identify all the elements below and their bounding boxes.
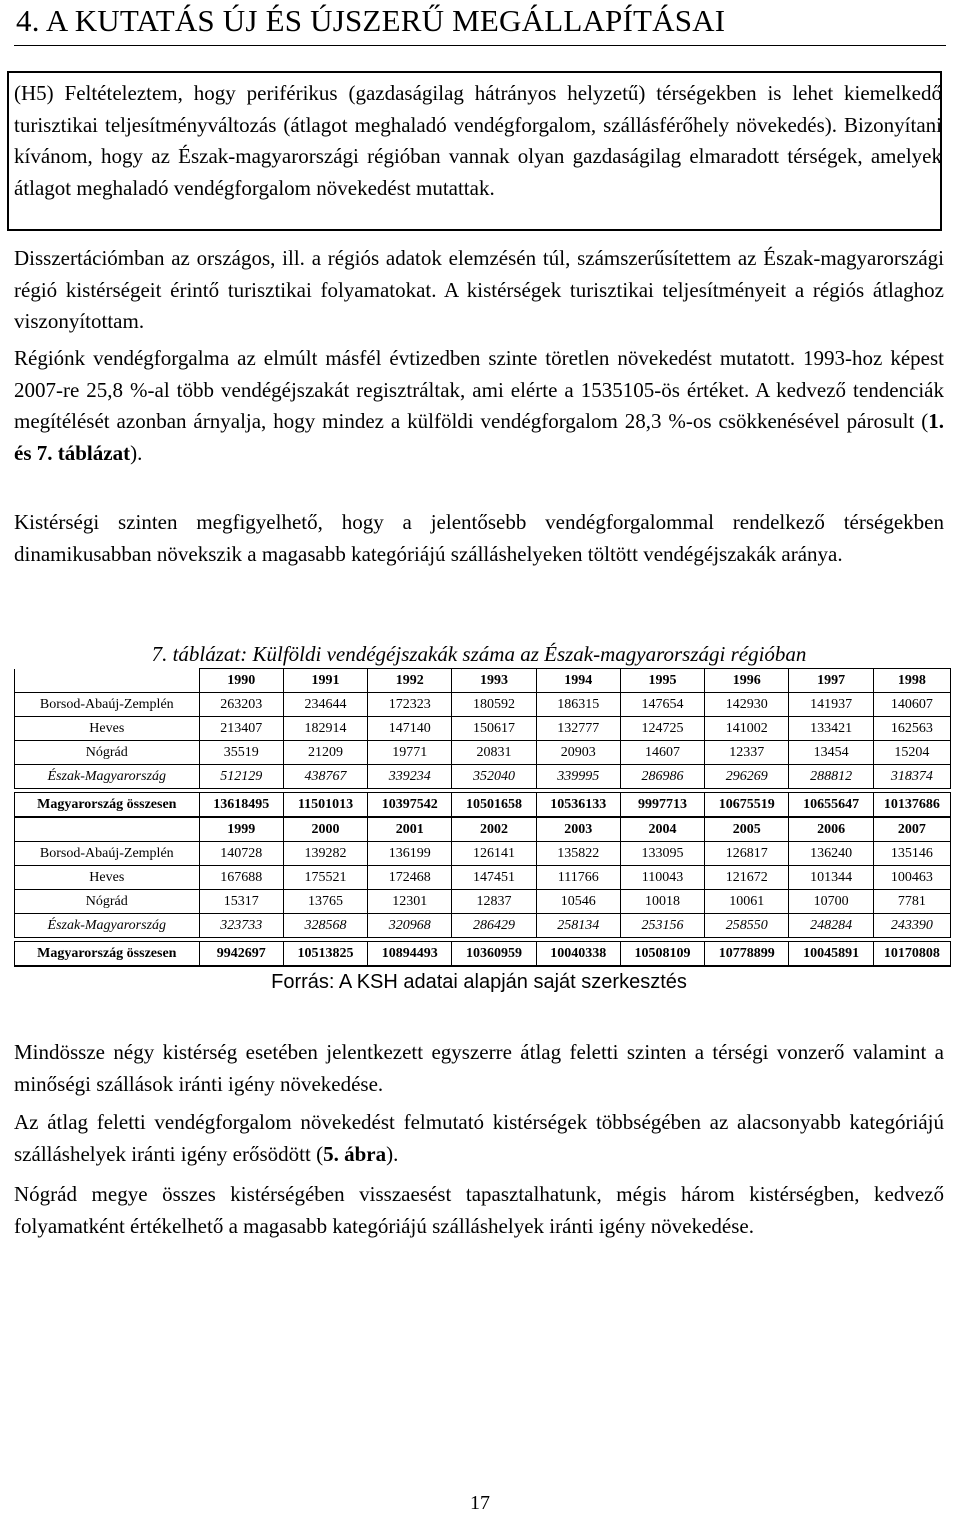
paragraph-5-text-b: ).	[386, 1141, 399, 1166]
table-cell: 320968	[368, 914, 452, 938]
table-cell: 141002	[705, 717, 789, 741]
table-cell: 10045891	[789, 942, 873, 967]
table-year-header-row	[15, 817, 951, 842]
table-year-header: 2003	[536, 817, 620, 842]
table-cell: 101344	[789, 866, 873, 890]
paragraph-2-ref-1: 1.	[928, 409, 944, 433]
table-year-header: 2004	[620, 817, 704, 842]
table-header-blank-cell	[15, 669, 200, 693]
table-cell: 13454	[789, 741, 873, 765]
table-cell: 9997713	[620, 793, 704, 818]
table-cell: 140607	[873, 693, 950, 717]
paragraph-5-ref: 5. ábra	[323, 1141, 387, 1166]
table-cell: 10501658	[452, 793, 536, 818]
table-cell: 10360959	[452, 942, 536, 967]
table-row	[15, 793, 951, 818]
table-cell: 121672	[705, 866, 789, 890]
table-cell: 9942697	[199, 942, 283, 967]
table-cell: 20903	[536, 741, 620, 765]
paragraph-4: Mindössze négy kistérség esetében jelentkezett egyszerre átlag feletti szinten a térségi vonzerő valamint a minőségi szállások iránti igény növekedése.	[14, 1040, 944, 1096]
table-cell: 136199	[368, 842, 452, 866]
table-cell: 339995	[536, 765, 620, 789]
table-cell: 167688	[199, 866, 283, 890]
paragraph-3: Kistérségi szinten megfigyelhető, hogy a jelentősebb vendégforgalommal rendelkező térségekben dinamikusabban növekszik a magasabb kategóriájú szálláshelyeken töltött vendégéjszakák aránya.	[14, 510, 944, 566]
paragraph-2-text-a: Régiónk vendégforgalma az elmúlt másfél évtizedben szinte töretlen növekedést mutatott. 1993-hoz képest 2007-re 25,8 %-al több vendégéjszakát regisztráltak, ami elérte a 1535105-ös értéket. A kedvező tendenciák megítélését azonban árnyalja, hogy mindez a külföldi vendégforgalom 28,3 %-os csökkenésével párosult (	[14, 346, 944, 433]
table-cell: 10061	[705, 890, 789, 914]
table-header-blank-cell	[15, 817, 200, 842]
table-cell: 135146	[873, 842, 950, 866]
table-row	[15, 914, 951, 938]
table-year-header: 1994	[536, 669, 620, 693]
table-row	[15, 890, 951, 914]
table-cell: 21209	[283, 741, 367, 765]
table-caption-title: Külföldi vendégéjszakák száma az Észak-magyarországi régióban	[252, 642, 807, 666]
table-row	[15, 942, 951, 967]
table-year-header: 1999	[199, 817, 283, 842]
table-cell: 135822	[536, 842, 620, 866]
table-cell: 35519	[199, 741, 283, 765]
table-row	[15, 717, 951, 741]
table-cell: 352040	[452, 765, 536, 789]
paragraph-6: Nógrád megye összes kistérségében visszaesést tapasztalhatunk, mégis három kistérségben, kedvező folyamatként értékelhető a magasabb kategóriájú szálláshelyek iránti igény növekedése.	[14, 1182, 944, 1238]
table-cell: 12301	[368, 890, 452, 914]
table-source: Forrás: A KSH adatai alapján saját szerkesztés	[271, 971, 687, 993]
table-row-label: Észak-Magyarország	[15, 914, 200, 938]
table-row-label: Magyarország összesen	[15, 942, 200, 967]
table-row-label: Borsod-Abaúj-Zemplén	[15, 693, 200, 717]
table-cell: 253156	[620, 914, 704, 938]
table-year-header-row	[15, 669, 951, 693]
table-year-header: 2002	[452, 817, 536, 842]
table-row	[15, 741, 951, 765]
table-cell: 10536133	[536, 793, 620, 818]
table-cell: 318374	[873, 765, 950, 789]
table-cell: 172323	[368, 693, 452, 717]
table-cell: 10546	[536, 890, 620, 914]
table-cell: 10508109	[620, 942, 704, 967]
table-cell: 110043	[620, 866, 704, 890]
table-year-header: 1991	[283, 669, 367, 693]
table-cell: 438767	[283, 765, 367, 789]
data-table	[14, 668, 951, 967]
table-year-header: 2001	[368, 817, 452, 842]
paragraph-5	[14, 1107, 944, 1170]
table-cell: 213407	[199, 717, 283, 741]
table-cell: 10655647	[789, 793, 873, 818]
table-year-header: 1990	[199, 669, 283, 693]
table-cell: 10894493	[368, 942, 452, 967]
table-cell: 150617	[452, 717, 536, 741]
table-cell: 258550	[705, 914, 789, 938]
table-cell: 19771	[368, 741, 452, 765]
table-cell: 141937	[789, 693, 873, 717]
table-year-header: 2000	[283, 817, 367, 842]
table-cell: 288812	[789, 765, 873, 789]
table-cell: 13618495	[199, 793, 283, 818]
table-row	[15, 765, 951, 789]
table-cell: 147654	[620, 693, 704, 717]
table-year-header: 1996	[705, 669, 789, 693]
paragraph-2-ref-2: és 7. táblázat	[14, 440, 131, 465]
table-year-header: 2006	[789, 817, 873, 842]
table-cell: 142930	[705, 693, 789, 717]
table-row	[15, 693, 951, 717]
table-row-label: Nógrád	[15, 741, 200, 765]
table-year-header: 2007	[873, 817, 950, 842]
page-number: 17	[470, 1492, 490, 1514]
section-heading: 4. A KUTATÁS ÚJ ÉS ÚJSZERŰ MEGÁLLAPÍTÁSAI	[16, 3, 726, 38]
table-cell: 126817	[705, 842, 789, 866]
table-cell: 11501013	[283, 793, 367, 818]
table-cell: 15317	[199, 890, 283, 914]
table-cell: 132777	[536, 717, 620, 741]
table-row-label: Heves	[15, 717, 200, 741]
table-cell: 175521	[283, 866, 367, 890]
table-cell: 12837	[452, 890, 536, 914]
table-cell: 296269	[705, 765, 789, 789]
table-row-label: Borsod-Abaúj-Zemplén	[15, 842, 200, 866]
table-cell: 323733	[199, 914, 283, 938]
table-cell: 7781	[873, 890, 950, 914]
table-cell: 10040338	[536, 942, 620, 967]
table-cell: 139282	[283, 842, 367, 866]
table-cell: 136240	[789, 842, 873, 866]
table-cell: 243390	[873, 914, 950, 938]
table-cell: 10018	[620, 890, 704, 914]
table-row-label: Heves	[15, 866, 200, 890]
table-cell: 124725	[620, 717, 704, 741]
table-cell: 186315	[536, 693, 620, 717]
table-row-label: Nógrád	[15, 890, 200, 914]
table-cell: 10397542	[368, 793, 452, 818]
table-year-header: 1997	[789, 669, 873, 693]
paragraph-2-text-b: ).	[130, 440, 143, 465]
table-cell: 286986	[620, 765, 704, 789]
table-cell: 10700	[789, 890, 873, 914]
paragraph-1: Disszertációmban az országos, ill. a régiós adatok elemzésén túl, számszerűsítettem az Észak-magyarországi régió kistérségeit érintő turisztikai folyamatokat. A kistérségek turisztikai teljesítményeit a régiós átlaghoz viszonyítottam.	[14, 246, 944, 333]
table-cell: 147140	[368, 717, 452, 741]
table-cell: 10137686	[873, 793, 950, 818]
table-cell: 286429	[452, 914, 536, 938]
table-cell: 263203	[199, 693, 283, 717]
table-cell: 182914	[283, 717, 367, 741]
table-cell: 172468	[368, 866, 452, 890]
table-cell: 12337	[705, 741, 789, 765]
table-caption-label: 7. táblázat:	[151, 642, 248, 666]
table-cell: 234644	[283, 693, 367, 717]
table-cell: 248284	[789, 914, 873, 938]
table-year-header: 1993	[452, 669, 536, 693]
table-cell: 10170808	[873, 942, 950, 967]
paragraph-2	[14, 343, 944, 469]
table-row-label: Észak-Magyarország	[15, 765, 200, 789]
table-row	[15, 842, 951, 866]
table-cell: 328568	[283, 914, 367, 938]
table-row-label: Magyarország összesen	[15, 793, 200, 818]
table-year-header: 1995	[620, 669, 704, 693]
table-year-header: 1992	[368, 669, 452, 693]
table-cell: 13765	[283, 890, 367, 914]
table-cell: 162563	[873, 717, 950, 741]
table-year-header: 2005	[705, 817, 789, 842]
table-cell: 133421	[789, 717, 873, 741]
table-cell: 147451	[452, 866, 536, 890]
table-cell: 10675519	[705, 793, 789, 818]
table-cell: 126141	[452, 842, 536, 866]
table-cell: 140728	[199, 842, 283, 866]
table-cell: 10778899	[705, 942, 789, 967]
table-cell: 20831	[452, 741, 536, 765]
table-cell: 111766	[536, 866, 620, 890]
hypothesis-text: (H5) Feltételeztem, hogy periférikus (gazdaságilag hátrányos helyzetű) térségekben is lehet kiemelkedő turisztikai teljesítményváltozás (átlagot meghaladó vendégforgalom, szállásférőhely növekedés). Bizonyítani kívánom, hogy az Észak-magyarországi régióban vannak olyan gazdaságilag elmaradott térségek, amelyek átlagot meghaladó vendégforgalom növekedést mutattak.	[14, 81, 942, 200]
table-year-header: 1998	[873, 669, 950, 693]
table-cell: 339234	[368, 765, 452, 789]
table-cell: 512129	[199, 765, 283, 789]
table-cell: 180592	[452, 693, 536, 717]
table-cell: 14607	[620, 741, 704, 765]
heading-rule	[14, 45, 946, 46]
table-caption	[14, 639, 944, 669]
table-cell: 10513825	[283, 942, 367, 967]
table-row	[15, 866, 951, 890]
paragraph-5-text-a: Az átlag feletti vendégforgalom növekedést felmutató kistérségek többségében az alacsonyabb kategóriájú szálláshelyek iránti igény erősödött (	[14, 1110, 944, 1166]
table-cell: 258134	[536, 914, 620, 938]
table-cell: 133095	[620, 842, 704, 866]
table-cell: 15204	[873, 741, 950, 765]
table-cell: 100463	[873, 866, 950, 890]
